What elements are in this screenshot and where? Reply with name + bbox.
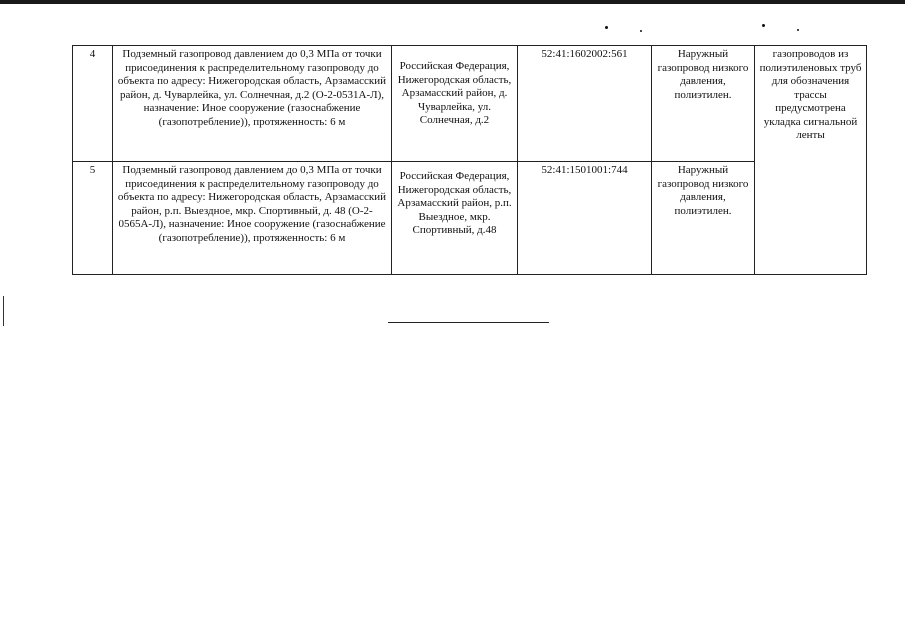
note-cell: газопроводов из полиэтиленовых труб для обозначения трассы предусмотрена укладка сигнальной ленты [755,46,867,275]
object-type: Наружный газопровод низкого давления, полиэтилен. [652,162,755,275]
cadastral-number: 52:41:1602002:561 [518,46,652,162]
object-description: Подземный газопровод давлением до 0,3 МПа от точки присоединения к распределительному газопроводу до объекта по адресу: Нижегородская область, Арзамасский район, д. Чуварлейка, ул. Солнечная, д.2 (О-2-0531А-Л), назначение: Иное сооружение (газоснабжение (газопотребление)), протяженность: 6 м [113,46,392,162]
scan-speck [640,30,642,32]
table-row [73,46,867,162]
scan-speck [762,24,765,27]
object-description: Подземный газопровод давлением до 0,3 МПа от точки присоединения к распределительному газопроводу до объекта по адресу: Нижегородская область, Арзамасский район, р.п. Выездное, мкр. Спортивный, д. 48 (О-2-0565А-Л), назначение: Иное сооружение (газоснабжение (газопотребление)), протяженность: 6 м [113,162,392,275]
scan-speck [797,29,799,31]
row-number: 5 [73,162,113,275]
scan-edge-mark [3,296,4,326]
object-location: Российская Федерация, Нижегородская область, Арзамасский район, д. Чуварлейка, ул. Солнечная, д.2 [392,46,518,162]
separator-line [388,322,549,323]
object-location: Российская Федерация, Нижегородская область, Арзамасский район, р.п. Выездное, мкр. Спортивный, д.48 [392,162,518,275]
scan-speck [605,26,608,29]
table-row [73,162,867,275]
top-border-line [0,0,905,4]
objects-table [72,45,867,275]
row-number: 4 [73,46,113,162]
object-type: Наружный газопровод низкого давления, полиэтилен. [652,46,755,162]
cadastral-number: 52:41:1501001:744 [518,162,652,275]
